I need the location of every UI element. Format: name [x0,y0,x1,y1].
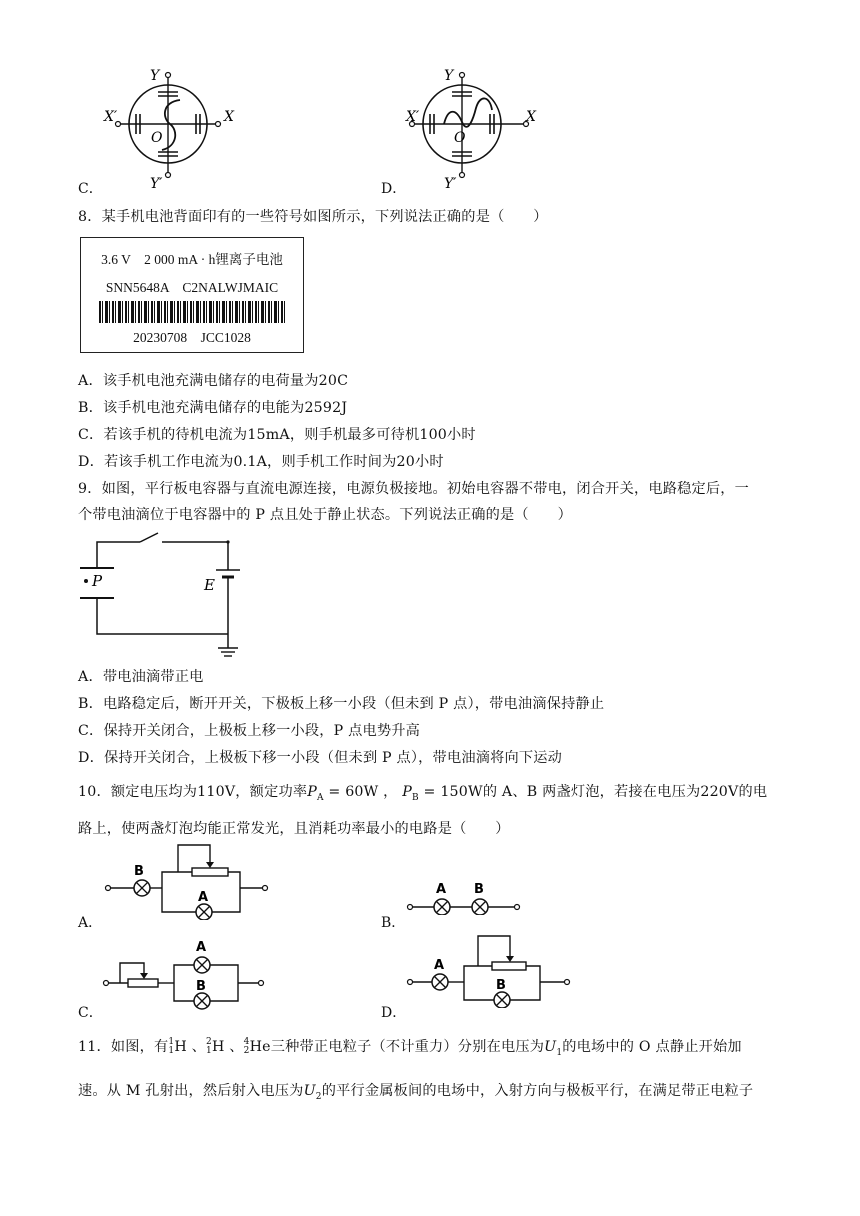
q9-option-d[interactable]: D．保持开关闭合，上极板下移一小段（但未到 P 点），带电油滴将向下运动 [78,750,563,766]
lamp-b-label: B [496,978,506,993]
h2-mass-number: 2 [206,1037,212,1047]
lamp-b-label: B [134,864,144,879]
power-a-symbol: P [307,784,317,800]
power-b-value: = 150W [418,784,483,800]
separator: 、 [186,1039,207,1055]
q11-stem-text-4: 速。从 M 孔射出，然后射入电压为 [78,1083,304,1099]
q11-stem-text-5: 的平行金属板间的电场中，入射方向与极板平行，在满足带正电粒子 [321,1083,754,1099]
h1-mass-number: 1 [168,1037,175,1047]
lamp-b-label: B [474,882,484,897]
he-atomic-number: 2 [243,1046,250,1056]
particle-h1: H [174,1039,187,1055]
source-e-label: E [204,576,215,594]
q10-stem-text-2: 的 A、B 两盏灯泡，若接在电压为220V的电 [482,784,768,800]
point-p-label: P [92,572,103,590]
lamp-a-label: A [434,958,445,973]
lamp-a-label: A [198,890,209,905]
power-a-value: = 60W ， [323,784,398,800]
battery-label-image [80,237,304,353]
q8-option-c[interactable]: C．若该手机的待机电流为15mA，则手机最多可待机100小时 [78,427,476,443]
battery-spec: 3.6 V 2 000 mA · h锂离子电池 [101,252,283,267]
q9-stem-line1: 9．如图，平行板电容器与直流电源连接，电源负极接地。初始电容器不带电，闭合开关，电路稳定后，一 [78,481,750,497]
power-b-symbol: P [402,784,412,800]
x-axis-label: X [526,109,536,125]
origin-label: O [151,130,163,146]
battery-serial: SNN5648A C2NALWJMAIC [105,280,279,295]
voltage-u2-symbol: U [303,1083,316,1099]
voltage-u1-subscript: 1 [556,1047,563,1058]
q11-stem-line1 [78,1036,742,1058]
q7-option-d-label[interactable]: D． [381,181,407,197]
particle-h2: H [211,1039,225,1055]
h1-atomic-number: 1 [168,1046,175,1056]
q11-stem-text-2: 三种带正电粒子（不计重力）分别在电压为 [270,1039,545,1055]
lamp-a-label: A [436,882,447,897]
power-b-subscript: B [412,792,419,803]
q8-option-a[interactable]: A．该手机电池充满电储存的电荷量为20C [78,373,349,389]
y-prime-axis-label: Y′ [150,176,163,190]
q10-stem-text: 10．额定电压均为110V，额定功率 [78,784,308,800]
lamp-a-label: A [196,940,207,955]
q10-option-d-label[interactable]: D． [381,1005,407,1021]
q8-option-d[interactable]: D．若该手机工作电流为0.1A，则手机工作时间为20小时 [78,454,444,470]
q9-option-c[interactable]: C．保持开关闭合，上极板上移一小段，P 点电势升高 [78,723,421,739]
q7-diagram-d [404,62,554,190]
q8-option-b[interactable]: B．该手机电池充满电储存的电能为2592J [78,400,348,416]
q9-option-a[interactable]: A．带电油滴带正电 [78,669,204,685]
barcode [99,301,285,323]
lamp-b-label: B [196,979,206,994]
q9-circuit-diagram [70,530,250,660]
q10-option-c-label[interactable]: C． [78,1005,103,1021]
q7-option-c-label[interactable]: C． [78,181,103,197]
q10-circuit-c [98,935,278,1010]
q10-circuit-b [402,875,532,915]
x-prime-axis-label: X′ [406,109,420,125]
q7-diagram-c [100,62,250,190]
q8-stem: 8．某手机电池背面印有的一些符号如图所示，下列说法正确的是（ ） [78,209,548,225]
battery-date-code: 20230708 JCC1028 [133,330,251,345]
q10-circuit-d [402,928,582,1008]
voltage-u2-subscript: 2 [315,1091,322,1102]
origin-label: O [454,130,466,146]
y-prime-axis-label: Y′ [444,176,457,190]
q10-option-a-label[interactable]: A． [78,915,103,931]
q9-option-b[interactable]: B．电路稳定后，断开开关，下极板上移一小段（但未到 P 点），带电油滴保持静止 [78,696,605,712]
q11-stem-text: 11．如图，有 [78,1039,169,1055]
h2-atomic-number: 1 [206,1046,212,1056]
voltage-u1-symbol: U [544,1039,557,1055]
he-mass-number: 4 [243,1037,250,1047]
x-axis-label: X [224,109,234,125]
y-axis-label: Y [444,68,454,84]
y-axis-label: Y [150,68,160,84]
q10-stem-line2: 路上，使两盏灯泡均能正常发光，且消耗功率最小的电路是（ ） [78,821,510,837]
q9-stem-line2: 个带电油滴位于电容器中的 P 点且处于静止状态。下列说法正确的是（ ） [78,507,572,523]
q10-option-b-label[interactable]: B． [381,915,406,931]
particle-he: He [249,1039,271,1055]
x-prime-axis-label: X′ [104,109,118,125]
power-a-subscript: A [316,792,324,803]
separator: 、 [224,1039,244,1055]
q11-stem-text-3: 的电场中的 O 点静止开始加 [562,1039,742,1055]
q10-stem-line1 [78,781,767,803]
q11-stem-line2 [78,1080,753,1102]
q10-circuit-a [100,840,280,920]
